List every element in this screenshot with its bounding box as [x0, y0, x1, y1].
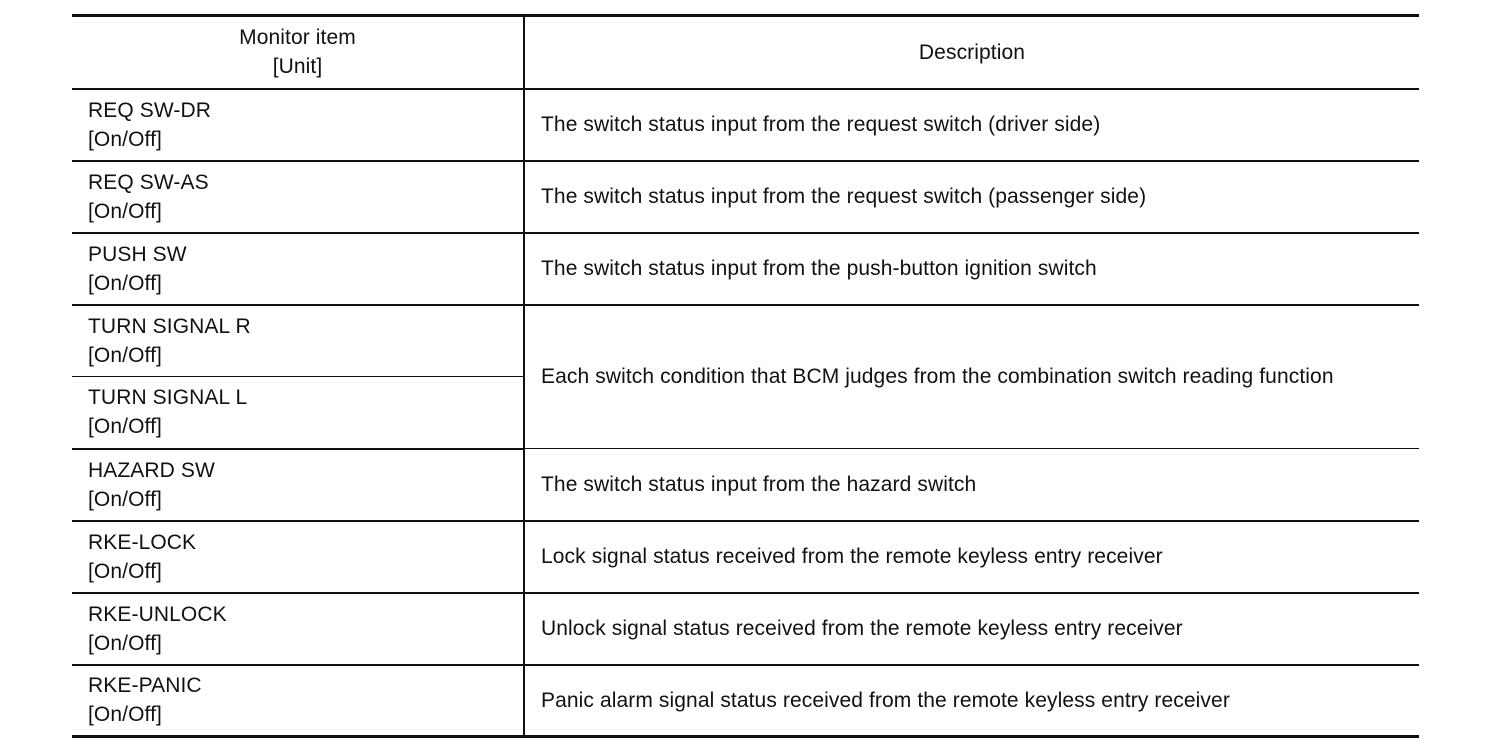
monitor-item-table: [72, 14, 1419, 738]
monitor-item-unit: [On/Off]: [88, 415, 162, 439]
header-description-label: Description: [918, 40, 1026, 64]
monitor-item-name: HAZARD SW: [88, 458, 215, 482]
monitor-item-unit: [On/Off]: [88, 199, 162, 223]
description-text: Each switch condition that BCM judges from the combination switch reading function: [541, 365, 1334, 389]
monitor-item-name: RKE-LOCK: [88, 530, 197, 554]
monitor-item-cell: [72, 449, 524, 521]
monitor-item-name: REQ SW-DR: [88, 98, 212, 122]
description-text: Lock signal status received from the remote keyless entry receiver: [541, 545, 1163, 568]
monitor-item-cell: [72, 89, 524, 161]
table-row: [72, 665, 1419, 737]
description-text: Panic alarm signal status received from the remote keyless entry receiver: [541, 688, 1230, 712]
header-monitor-item: [72, 16, 524, 89]
monitor-item-unit: [On/Off]: [88, 271, 162, 295]
monitor-item-cell: [72, 233, 524, 305]
monitor-item-name: TURN SIGNAL R: [88, 314, 251, 338]
description-cell: [524, 449, 1419, 521]
description-cell: [524, 665, 1419, 737]
description-cell: [524, 89, 1419, 161]
table-row: [72, 161, 1419, 233]
description-text: The switch status input from the push-button ignition switch: [541, 257, 1097, 280]
description-cell: [524, 233, 1419, 305]
monitor-item-unit: [On/Off]: [88, 343, 162, 367]
table-body: [72, 89, 1419, 737]
header-description: [524, 16, 1419, 89]
description-cell: [524, 161, 1419, 233]
table-row: [72, 521, 1419, 593]
monitor-item-name: TURN SIGNAL L: [88, 386, 248, 410]
table-row: [72, 233, 1419, 305]
monitor-item-table-container: [72, 14, 1419, 738]
monitor-item-cell: [72, 593, 524, 665]
monitor-item-name: RKE-UNLOCK: [88, 602, 227, 626]
monitor-item-cell: [72, 665, 524, 737]
description-text: Unlock signal status received from the remote keyless entry receiver: [541, 617, 1183, 640]
description-text: The switch status input from the hazard switch: [541, 472, 977, 496]
description-cell: [524, 593, 1419, 665]
monitor-item-cell: [72, 377, 524, 449]
monitor-item-cell: [72, 521, 524, 593]
monitor-item-unit: [On/Off]: [88, 559, 162, 583]
table-row: [72, 593, 1419, 665]
header-row: [72, 16, 1419, 89]
monitor-item-cell: [72, 161, 524, 233]
description-cell: [524, 521, 1419, 593]
monitor-item-unit: [On/Off]: [88, 631, 162, 655]
header-item-label: Monitor item: [239, 26, 356, 50]
description-text: The switch status input from the request switch (passenger side): [541, 185, 1147, 208]
table-header: [72, 16, 1419, 89]
monitor-item-unit: [On/Off]: [88, 703, 162, 727]
description-text: The switch status input from the request switch (driver side): [541, 113, 1101, 136]
table-row: [72, 305, 1419, 377]
monitor-item-name: RKE-PANIC: [88, 674, 202, 698]
description-cell: [524, 305, 1419, 449]
monitor-item-name: PUSH SW: [88, 242, 187, 266]
monitor-item-name: REQ SW-AS: [88, 170, 209, 194]
monitor-item-unit: [On/Off]: [88, 127, 162, 151]
table-row: [72, 449, 1419, 521]
table-row: [72, 89, 1419, 161]
monitor-item-cell: [72, 305, 524, 377]
header-unit-label: [Unit]: [272, 55, 323, 79]
monitor-item-unit: [On/Off]: [88, 487, 162, 511]
